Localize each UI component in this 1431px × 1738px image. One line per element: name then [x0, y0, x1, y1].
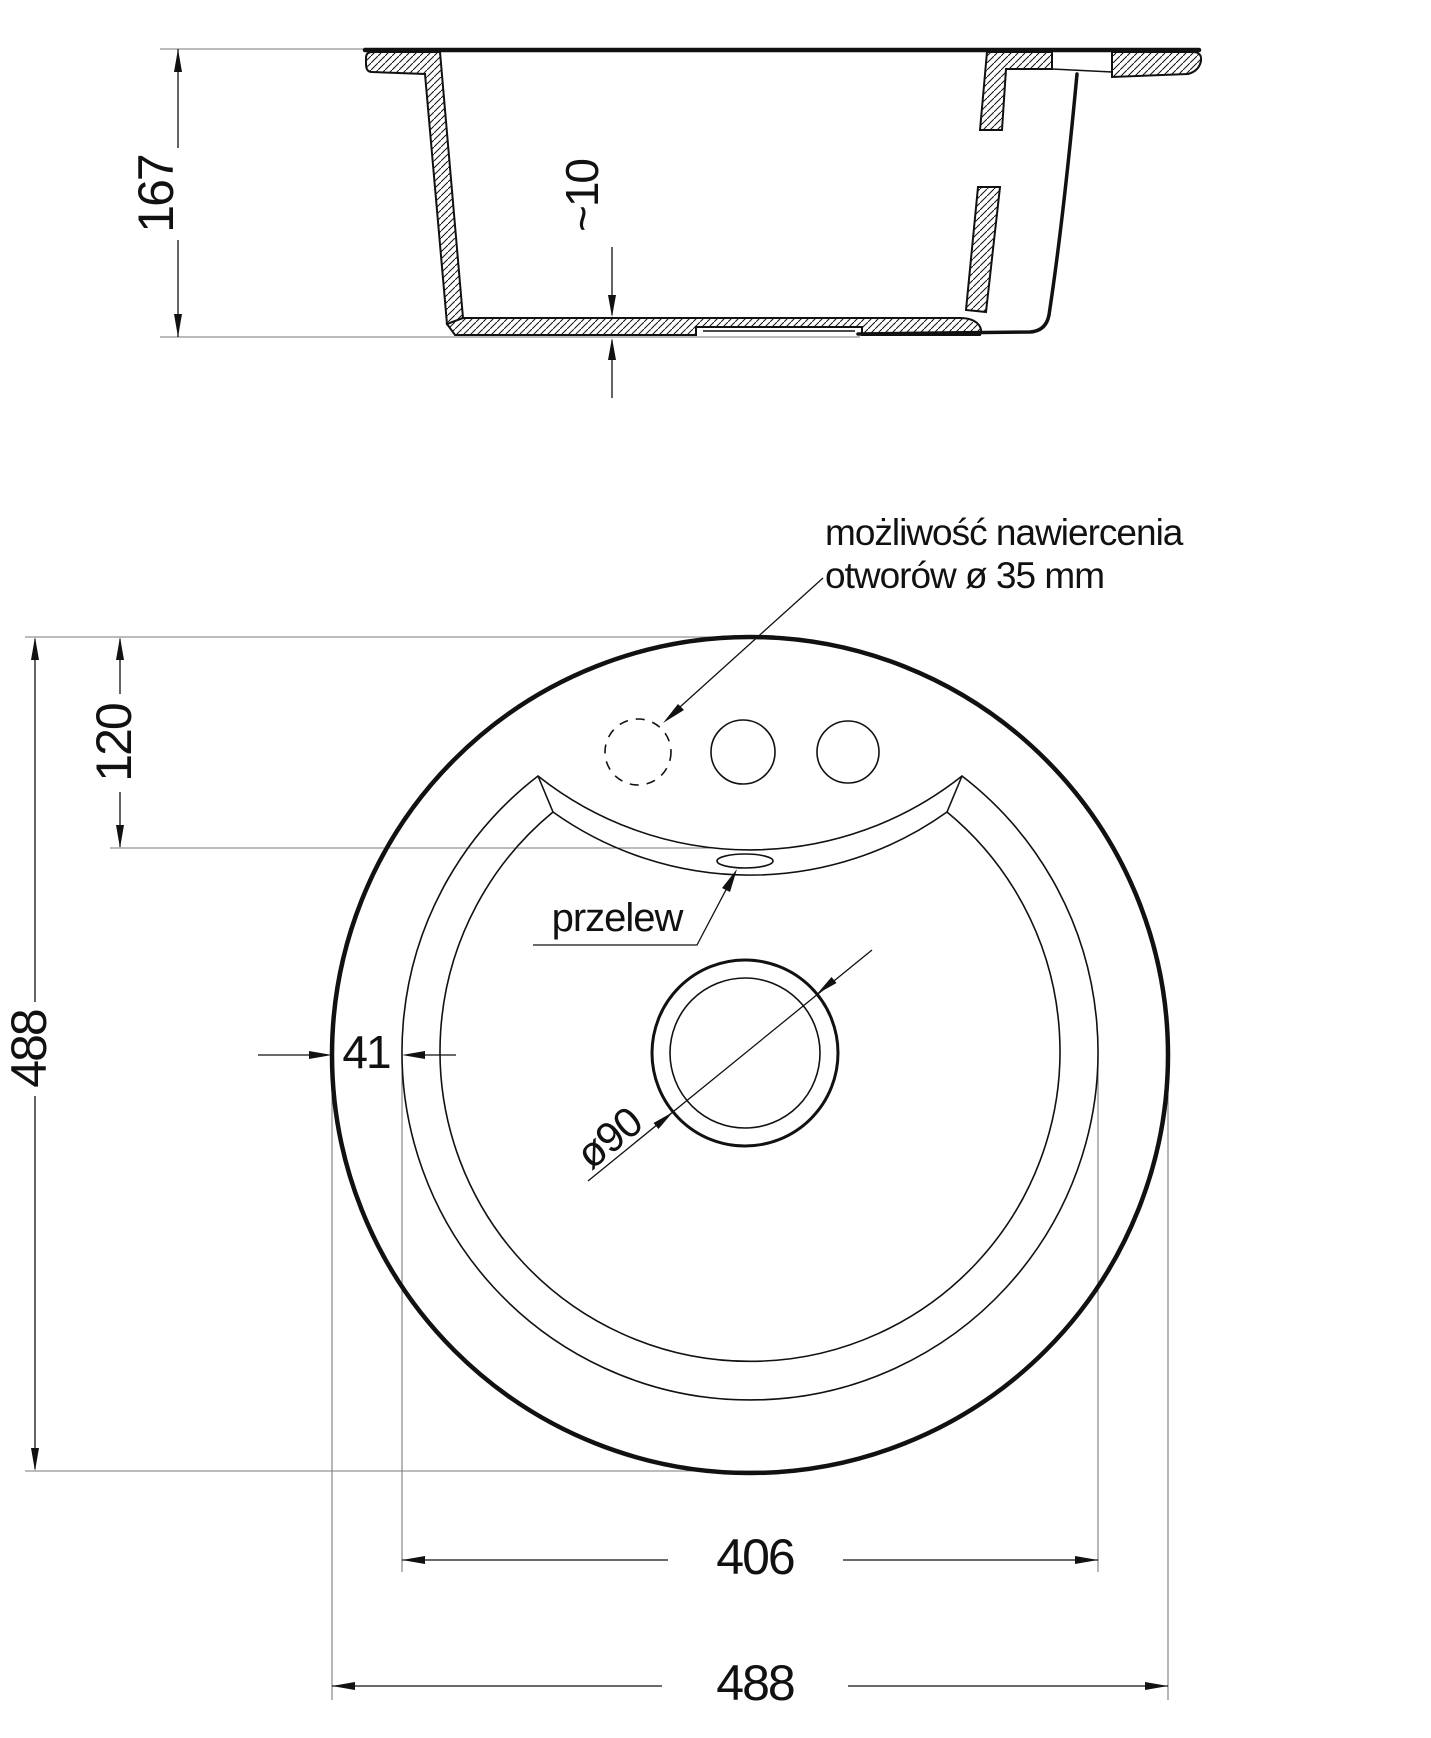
arrowhead-down — [174, 314, 182, 337]
arrowhead-to-dashed-hole — [663, 704, 684, 723]
bowl-outline — [402, 776, 1098, 1400]
drill-note-leader — [670, 578, 823, 716]
arrowhead-left — [402, 1556, 425, 1564]
dimension-406 — [402, 1529, 1098, 1585]
top-view — [1, 512, 1184, 1711]
right-overhang-section — [1112, 52, 1201, 77]
dimension-488-bottom — [332, 1655, 1168, 1711]
left-wall-section — [366, 52, 463, 324]
cross-section-view — [128, 49, 1201, 398]
tap-hole-2 — [817, 721, 879, 783]
arrowhead-to-overflow — [722, 869, 737, 892]
overflow-label: przelew — [551, 896, 683, 940]
arrowhead-down — [31, 1448, 39, 1471]
right-wall-lower-section — [966, 187, 1000, 312]
outer-rim-circle — [332, 637, 1168, 1473]
section-height-value: 167 — [128, 155, 185, 233]
offset-top-value: 120 — [86, 704, 143, 782]
dimension-drain-diameter — [567, 950, 872, 1181]
overflow-label-group — [533, 869, 737, 945]
arrowhead-left — [332, 1682, 355, 1690]
arrowhead-up — [174, 49, 182, 72]
inner-width-value: 406 — [716, 1529, 794, 1586]
arrowhead-right — [309, 1051, 332, 1059]
rim-width-value: 41 — [342, 1026, 390, 1079]
tap-hole-1 — [711, 720, 775, 784]
drill-note-line1: możliwość nawiercenia — [825, 512, 1183, 553]
arrowhead-right — [1075, 1556, 1098, 1564]
dimension-120 — [86, 637, 142, 848]
diameter-left-value: 488 — [1, 1010, 58, 1088]
rim-underside-line — [1052, 69, 1112, 72]
overflow-slot — [717, 854, 773, 868]
drill-note-line2: otworów ø 35 mm — [825, 555, 1105, 596]
arrowhead-up — [31, 637, 39, 660]
arrowhead-to-drain-lower — [654, 1112, 674, 1129]
arrowhead-up — [608, 338, 616, 360]
arrowhead-down — [116, 825, 124, 848]
dimension-41 — [258, 1026, 456, 1078]
bottom-thickness-value: ~10 — [556, 159, 609, 233]
right-wall-top-section — [980, 52, 1052, 130]
tap-hole-optional-dashed — [605, 719, 671, 785]
drain-diameter-value: ø90 — [567, 1097, 651, 1178]
arrowhead-down — [608, 295, 616, 317]
arrowhead-left — [402, 1051, 425, 1059]
bowl-floor-circle — [440, 812, 1060, 1361]
dimension-167 — [128, 49, 184, 337]
arrowhead-to-drain-upper — [817, 977, 837, 994]
dimension-488-left — [1, 637, 57, 1471]
outer-width-value: 488 — [716, 1655, 794, 1712]
arrowhead-up — [116, 637, 124, 660]
drill-note — [663, 512, 1184, 723]
arrowhead-right — [1145, 1682, 1168, 1690]
dimension-bottom-thickness — [556, 160, 616, 398]
